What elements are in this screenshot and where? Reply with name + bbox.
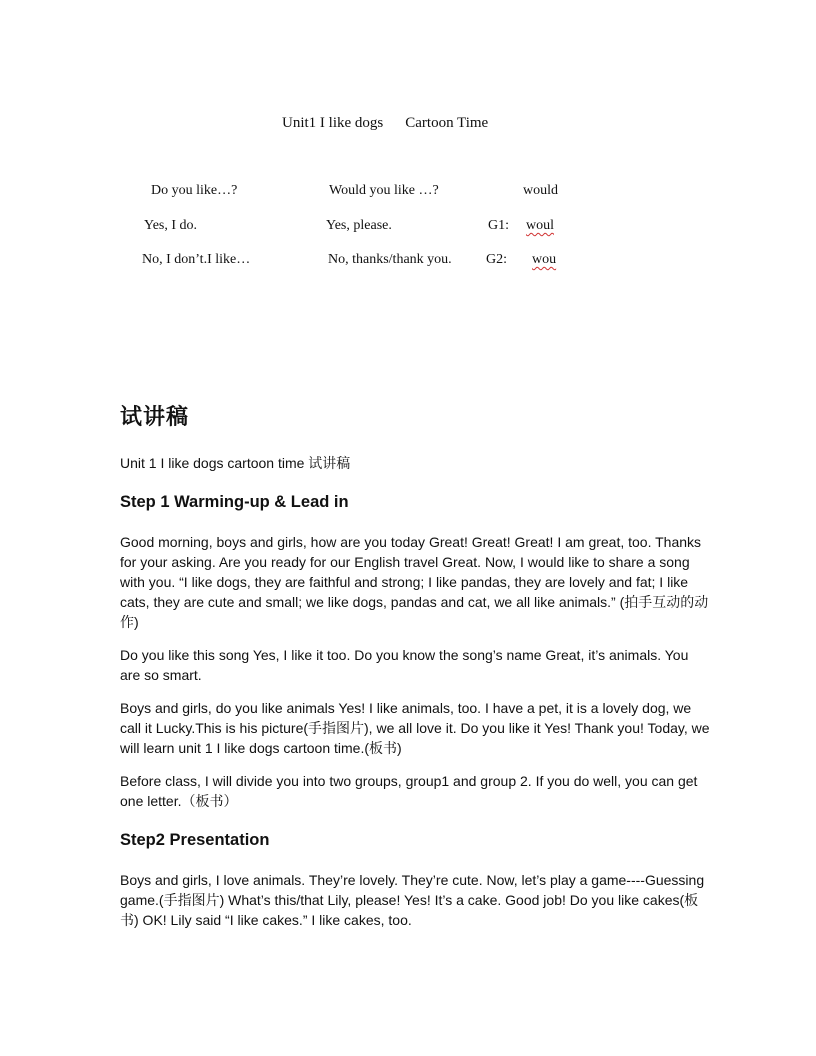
board-col1-row2: Yes, I do.	[144, 218, 198, 233]
board-group2-word: wou	[532, 252, 557, 267]
step1-heading: Step 1 Warming-up & Lead in	[120, 493, 349, 511]
step1-paragraph: Boys and girls, do you like animals Yes! I like animals, too. I have a pet, it is a lovely dog, we call it Lucky.This is his picture(手指图片), we all love it. Do you like it Yes! Thank you! Today, we will learn unit 1 I like dogs cartoon time.(板书)	[120, 700, 710, 756]
lesson-script	[120, 400, 710, 943]
board-group2-label: G2:	[486, 252, 507, 267]
board-title	[282, 115, 488, 132]
board-col2-row2: Yes, please.	[326, 218, 392, 233]
board-col1-row1: Do you like…?	[151, 183, 238, 198]
step1-paragraph: Good morning, boys and girls, how are you today Great! Great! Great! I am great, too. Thanks for your asking. Are you ready for our English travel Great. Now, I would like to share a song with you. “I like dogs, they are faithful and strong; I like pandas, they are lovely and fat; I like cats, they are cute and small; we like dogs, pandas and cat, we all like animals.” (拍手互动的动作)	[120, 534, 709, 630]
board-col1-row3: No, I don’t.I like…	[142, 252, 251, 267]
board-col3-header: would	[523, 183, 558, 198]
board-group1-label: G1:	[488, 218, 509, 233]
step2-heading: Step2 Presentation	[120, 831, 270, 849]
script-heading: 试讲稿	[120, 405, 190, 430]
board-group1-word: woul	[526, 218, 554, 233]
board-title-section: Cartoon Time	[405, 115, 489, 131]
board-col2-row3: No, thanks/thank you.	[328, 252, 452, 267]
step1-paragraph: Do you like this song Yes, I like it too. Do you know the song’s name Great, it’s animals. You are so smart.	[120, 647, 689, 683]
step2-paragraph: Boys and girls, I love animals. They’re lovely. They’re cute. Now, let’s play a game----Guessing game.(手指图片) What’s this/that Lily, please! Yes! It’s a cake. Good job! Do you like cakes(板书) OK! Lily said “I like cakes.” I like cakes, too.	[120, 872, 705, 928]
board-title-unit: Unit1 I like dogs	[282, 115, 384, 131]
script-subtitle: Unit 1 I like dogs cartoon time 试讲稿	[120, 455, 351, 471]
board-col2-row1: Would you like …?	[329, 183, 439, 198]
step1-paragraph: Before class, I will divide you into two groups, group1 and group 2. If you do well, you can get one letter.（板书）	[120, 773, 698, 809]
